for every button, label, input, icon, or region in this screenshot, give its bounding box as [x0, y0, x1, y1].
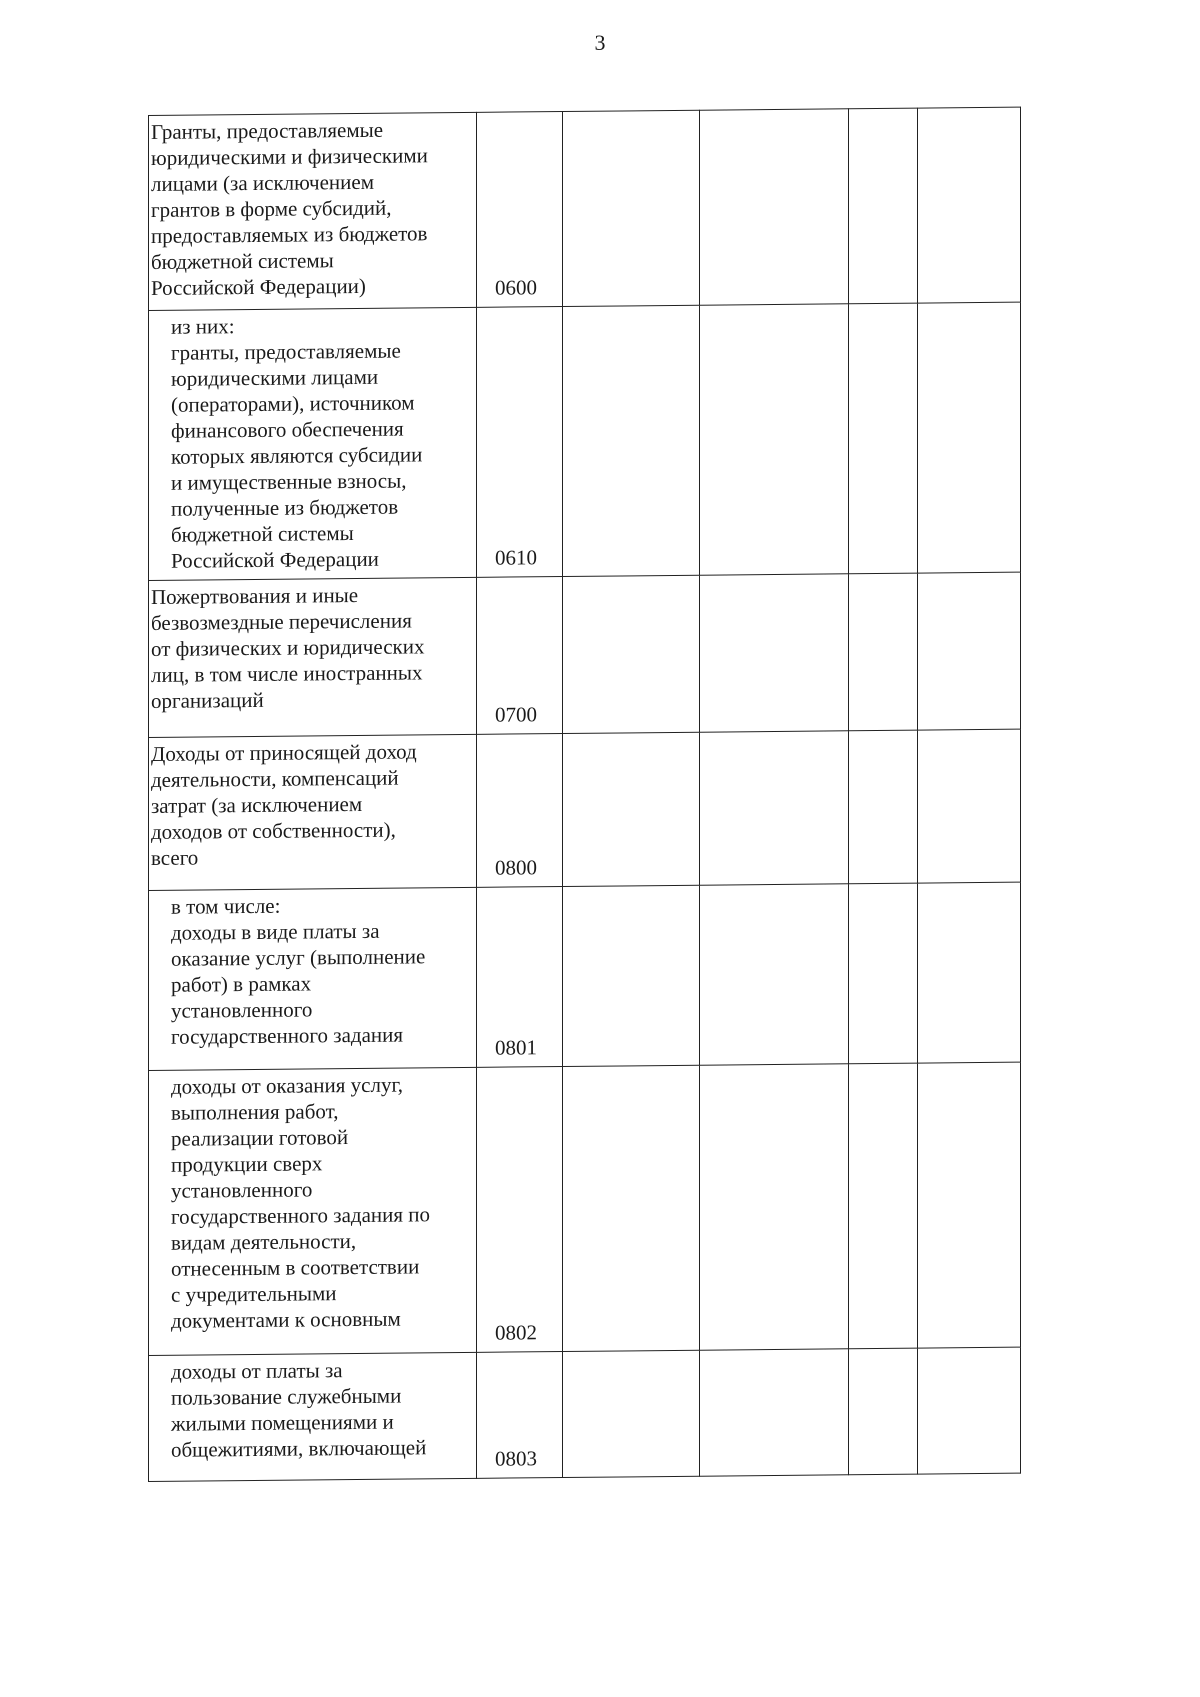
row-label: Пожертвования и иные безвозмездные перечисления от физических и юридических лиц, в том числе иностранных организаций: [149, 577, 477, 737]
row-label: доходы от платы за пользование служебными жилыми помещениями и общежитиями, включающей: [149, 1352, 477, 1481]
value-cell: [700, 731, 849, 885]
value-cell: [700, 884, 849, 1065]
value-cell: [700, 109, 849, 305]
table-row: [149, 572, 1021, 737]
value-cell: [849, 573, 918, 731]
value-cell: [700, 574, 849, 732]
value-cell: [918, 1347, 1021, 1474]
table-row: [149, 882, 1021, 1070]
row-code: 0610: [477, 307, 563, 578]
table-row: [149, 729, 1021, 890]
row-code: 0700: [477, 577, 563, 735]
value-cell: [918, 1062, 1021, 1348]
value-cell: [563, 575, 700, 733]
value-cell: [700, 1349, 849, 1476]
row-label: из них: гранты, предоставляемые юридическими лицами (операторами), источником финансового обеспечения которых являются субсидии и имущественные взносы, полученные из бюджетов бюджетной системы Российской Федерации: [149, 307, 477, 580]
value-cell: [700, 304, 849, 575]
table-row: [149, 1062, 1021, 1355]
value-cell: [918, 572, 1021, 730]
value-cell: [918, 882, 1021, 1063]
table-row: [149, 107, 1021, 310]
value-cell: [849, 1063, 918, 1349]
value-cell: [849, 303, 918, 574]
value-cell: [563, 110, 700, 306]
row-code: 0803: [477, 1352, 563, 1479]
row-code: 0801: [477, 887, 563, 1068]
table-row: [149, 302, 1021, 580]
value-cell: [563, 885, 700, 1066]
row-label: доходы от оказания услуг, выполнения работ, реализации готовой продукции сверх установленного государственного задания по видам деятельности, отнесенным в соответствии с учредительными документами к основным: [149, 1067, 477, 1355]
page-number: 3: [594, 30, 606, 55]
value-cell: [849, 883, 918, 1064]
value-cell: [563, 732, 700, 886]
value-cell: [563, 1065, 700, 1351]
row-label: в том числе: доходы в виде платы за оказание услуг (выполнение работ) в рамках установленного государственного задания: [149, 887, 477, 1070]
value-cell: [918, 107, 1021, 303]
value-cell: [563, 1350, 700, 1477]
table-row: [149, 1347, 1021, 1481]
value-cell: [849, 730, 918, 884]
row-label: Гранты, предоставляемые юридическими и физическими лицами (за исключением грантов в форме субсидий, предоставляемых из бюджетов бюджетной системы Российской Федерации): [149, 112, 477, 310]
value-cell: [563, 305, 700, 576]
value-cell: [700, 1064, 849, 1350]
row-label: Доходы от приносящей доход деятельности, компенсаций затрат (за исключением доходов от собственности), всего: [149, 734, 477, 890]
report-table: [148, 107, 1021, 1482]
value-cell: [918, 302, 1021, 573]
row-code: 0600: [477, 112, 563, 308]
row-code: 0800: [477, 734, 563, 888]
row-code: 0802: [477, 1067, 563, 1353]
value-cell: [849, 1348, 918, 1475]
value-cell: [849, 108, 918, 304]
value-cell: [918, 729, 1021, 883]
